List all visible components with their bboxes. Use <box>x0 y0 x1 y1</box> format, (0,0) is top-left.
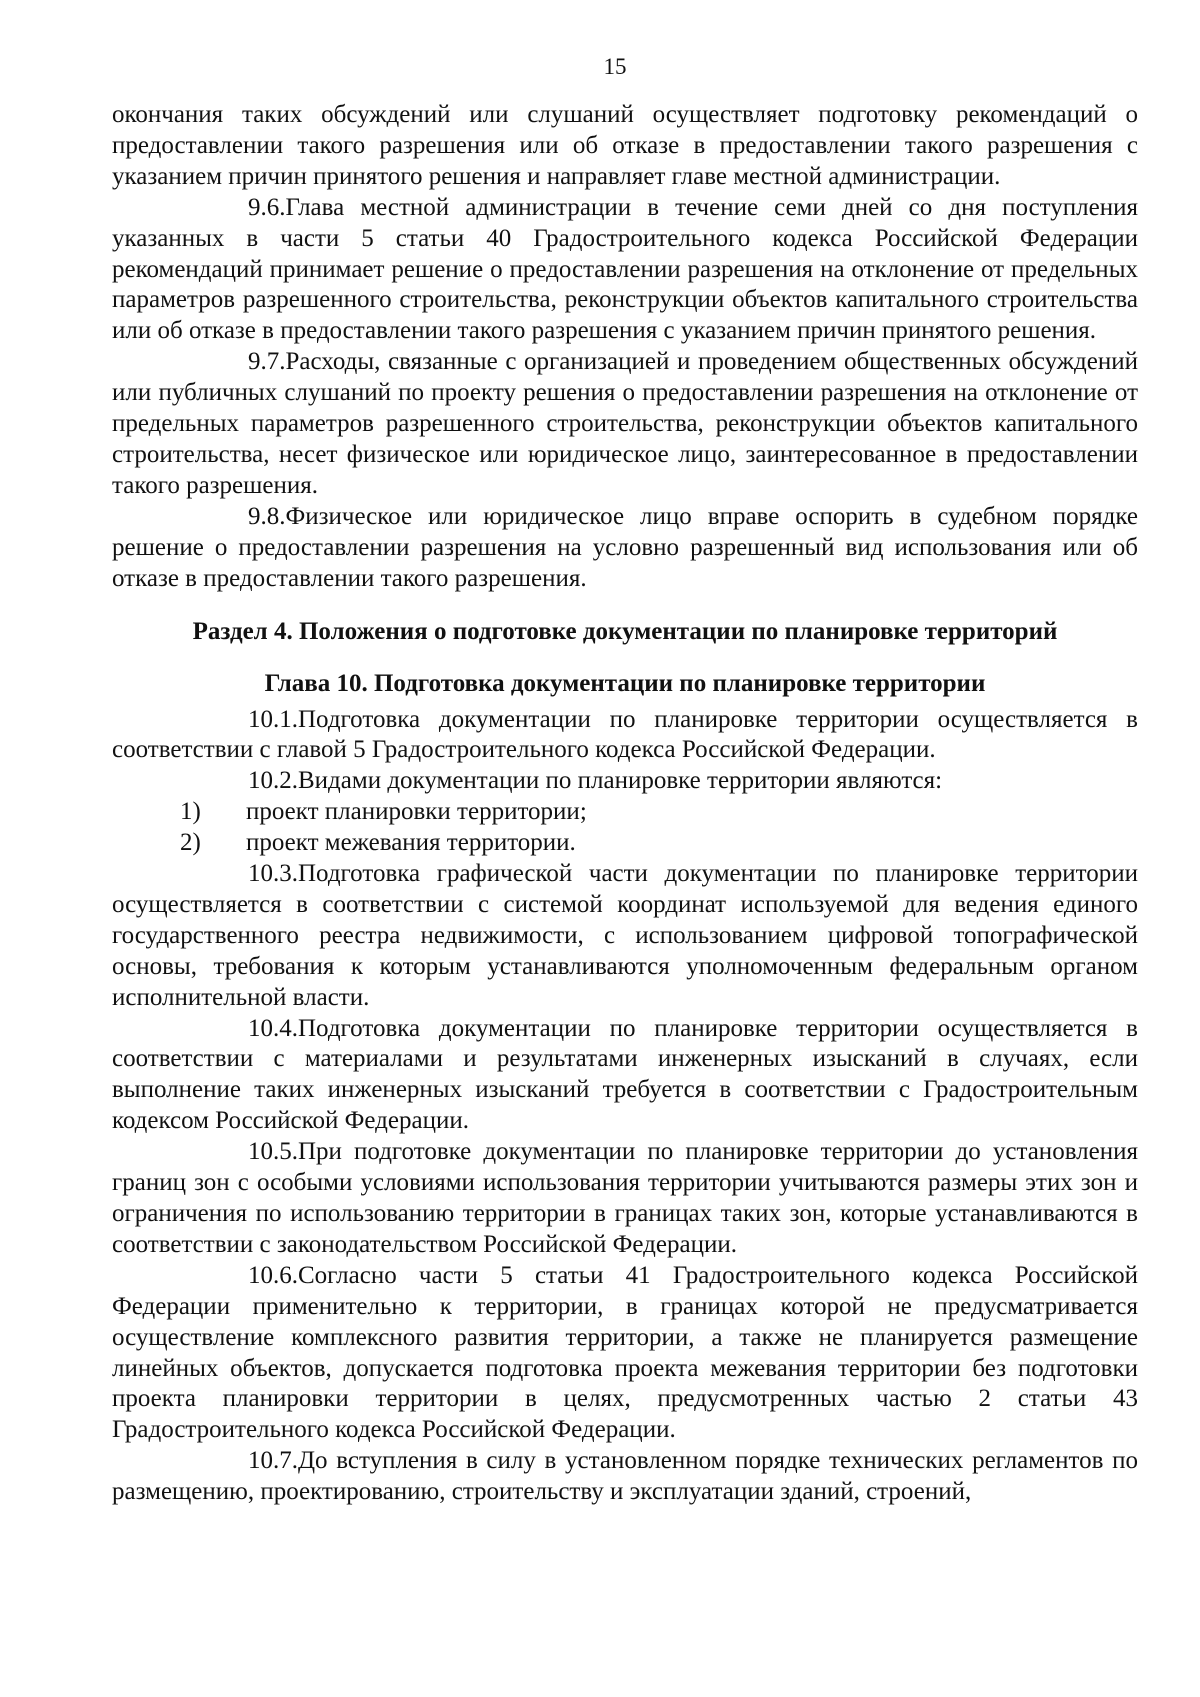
paragraph-number: 10.4. <box>248 1014 298 1042</box>
list-marker: 2) <box>180 829 201 857</box>
paragraph-10-5 <box>112 1137 1138 1261</box>
chapter-title: Глава 10. Подготовка документации по планировке территории <box>264 669 986 697</box>
list-item <box>180 828 1138 859</box>
paragraph-text: Подготовка графической части документации по планировке территории осуществляется в соответствии с системой координат используемой для ведения единого государственного реестра недвижимости, с использованием цифровой топографической основы, требования к которым устанавливаются уполномоченным федеральным органом исполнительной власти. <box>112 860 1138 1011</box>
paragraph-number: 10.7. <box>248 1447 298 1475</box>
paragraph-text: Расходы, связанные с организацией и проведением общественных обсуждений или публичных слушаний по проекту решения о предоставлении разрешения на отклонение от предельных параметров разрешенного строительства, реконструкции объектов капитального строительства, несет физическое или юридическое лицо, заинтересованное в предоставлении такого разрешения. <box>112 348 1138 499</box>
paragraph-number: 9.7. <box>248 348 286 376</box>
list-item-text: проект межевания территории. <box>246 829 576 857</box>
page-number: 15 <box>603 54 627 79</box>
paragraph-text: Видами документации по планировке территории являются: <box>298 767 943 795</box>
paragraph-number: 10.1. <box>248 705 298 733</box>
paragraph-text: Глава местной администрации в течение семи дней со дня поступления указанных в части 5 статьи 40 Градостроительного кодекса Российской Федерации рекомендаций принимает решение о предоставлении разрешения на отклонение от предельных параметров разрешенного строительства, реконструкции объектов капитального строительства или об отказе в предоставлении такого разрешения с указанием причин принятого решения. <box>112 193 1138 345</box>
list-marker: 1) <box>180 798 201 826</box>
paragraph-text: До вступления в силу в установленном порядке технических регламентов по размещению, проектированию, строительству и эксплуатации зданий, строений, <box>112 1447 1138 1506</box>
paragraph-10-2 <box>112 766 1138 797</box>
paragraph-10-3 <box>112 859 1138 1014</box>
paragraph-9-6 <box>112 193 1138 348</box>
section-title: Раздел 4. Положения о подготовке документации по планировке территорий <box>192 617 1058 645</box>
paragraph-text: Подготовка документации по планировке территории осуществляется в соответствии с материалами и результатами инженерных изысканий в случаях, если выполнение таких инженерных изысканий требуется в соответствии с Градостроительным кодексом Российской Федерации. <box>112 1014 1138 1135</box>
paragraph-text: Согласно части 5 статьи 41 Градостроительного кодекса Российской Федерации применительно к территории, в границах которой не предусматривается осуществление комплексного развития территории, а также не планируется размещение линейных объектов, допускается подготовка проекта межевания территории без подготовки проекта планировки территории в целях, предусмотренных частью 2 статьи 43 Градостроительного кодекса Российской Федерации. <box>112 1261 1138 1444</box>
document-page <box>112 52 1138 1508</box>
paragraph-text: При подготовке документации по планировке территории до установления границ зон с особыми условиями использования территории учитываются размеры этих зон и ограничения по использованию территории в границах таких зон, которые устанавливаются в соответствии с законодательством Российской Федерации. <box>112 1138 1138 1258</box>
list-item <box>180 797 1138 828</box>
paragraph-text: Подготовка документации по планировке территории осуществляется в соответствии с главой 5 Градостроительного кодекса Российской Федерации. <box>112 705 1138 764</box>
paragraph-10-1 <box>112 705 1138 767</box>
paragraph-10-7 <box>112 1446 1138 1508</box>
paragraph-number: 9.8. <box>248 502 286 530</box>
paragraph-10-4 <box>112 1014 1138 1138</box>
paragraph-9-8 <box>112 502 1138 595</box>
paragraph-continuation <box>112 100 1138 193</box>
paragraph-number: 10.5. <box>248 1138 298 1166</box>
paragraph-10-6 <box>112 1261 1138 1446</box>
paragraph-number: 10.6. <box>248 1261 298 1289</box>
paragraph-text: окончания таких обсуждений или слушаний осуществляет подготовку рекомендаций о предоставлении такого разрешения или об отказе в предоставлении такого разрешения с указанием причин принятого решения и направляет главе местной администрации. <box>112 101 1138 190</box>
paragraph-9-7 <box>112 347 1138 502</box>
paragraph-text: Физическое или юридическое лицо вправе оспорить в судебном порядке решение о предоставлении разрешения на условно разрешенный вид использования или об отказе в предоставлении такого разрешения. <box>112 502 1138 592</box>
list-item-text: проект планировки территории; <box>246 798 587 826</box>
paragraph-number: 9.6. <box>248 193 286 221</box>
paragraph-number: 10.2. <box>248 767 298 795</box>
paragraph-number: 10.3. <box>248 860 298 888</box>
